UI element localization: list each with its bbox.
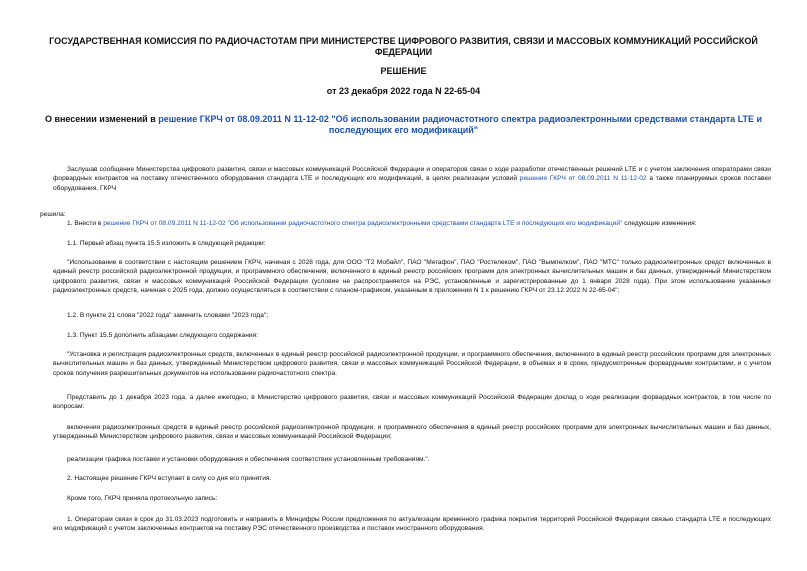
- document-date-number: от 23 декабря 2022 года N 22-65-04: [326, 86, 481, 96]
- item-1-1-paragraph: 1.1. Первый абзац пункта 15.5 изложить в следующей редакции:: [67, 240, 266, 247]
- item-15-5-addition-3: включения радиоэлектронных средств в единый реестр российской радиоэлектронной продукции, и программного обеспечения в единый реестр российских программ для электронных вычислительных машин и баз данных, утвержденный Министерством цифрового развития, связи и массовых коммуникаций Российской Федерации;: [53, 424, 771, 441]
- item-1-text: 1. Внести в: [67, 220, 104, 227]
- item-15-5-addition-4: реализации графика поставки и установки оборудования и обеспечения соответствия установленным требованиям.".: [67, 456, 430, 463]
- item-15-5-addition-1: "Установка и регистрация радиоэлектронных средств, включенных в единый реестр российской радиоэлектронной продукции, и программного обеспечения, включенного в единый реестр российских программ для электронных вычислительных машин и баз данных, утвержденный Министерством цифрового развития, связи и массовых коммуникаций Российской Федерации, в объемах и в сроки, предусмотренные форвардными контрактами, и с учетом сроков получения разрешительных документов на использование радиочастотного спектра.: [53, 351, 771, 377]
- document-type: РЕШЕНИЕ: [380, 66, 427, 76]
- issuing-authority: ГОСУДАРСТВЕННАЯ КОМИССИЯ ПО РАДИОЧАСТОТАМ ПРИ МИНИСТЕРСТВЕ ЦИФРОВОГО РАЗВИТИЯ, СВЯЗИ И МАССОВЫХ КОММУНИКАЦИЙ РОССИЙСКОЙ ФЕДЕРАЦИИ: [49, 36, 758, 57]
- resolved-label: решила:: [40, 211, 66, 218]
- title-prefix: О внесении изменений в: [44, 114, 159, 124]
- item-2-paragraph: 2. Настоящее решение ГКРЧ вступает в силу со дня его принятия.: [67, 475, 272, 482]
- item-1-3-paragraph: 1.3. Пункт 15.5 дополнить абзацами следующего содержания:: [67, 332, 258, 339]
- item-1-text-end: следующие изменения:: [622, 220, 697, 227]
- item-15-5-new-text: "Использование в соответствии с настоящим решением ГКРЧ, начиная с 2028 года, для ООО "Т2 Мобайл", ПАО "Мегафон", ПАО "Ростелеком", ПАО "Вымпелком", ПАО "МТС" только радиоэлектронных средст включенных в единый реестр российской радиоэлектронной продукции, и программного обеспечения, включенного в единый реестр российских программ для электронных вычислительных машин и баз данных, утвержденный Министерством цифрового развития, связи и массовых коммуникаций Российской Федерации (условие не распространяется на РЭС, установленные и зарегистрированные до 1 января 2028 года). При этом использование указанных радиоэлектронных средств, начиная с 2025 года, должно осуществляться в соответствии с планом-графиком, указанным в приложении N 1 к решению ГКРЧ от 23.12.2022 N 22-65-04";: [53, 259, 771, 295]
- preamble-link[interactable]: решения ГКРЧ от 08.09.2011 N 11-12-02: [519, 175, 647, 183]
- preamble-text: Заслушав сообщение Министерства цифрового развития, связи и массовых коммуникаций Российской Федерации и операторов связи о ходе разработки отечественных решений LTE и с учетом заключения операторами связи форвардных контрактов на поставку отечественного оборудования стандарта LTE и последующих его модификаций, в целях реализации условий: [53, 166, 771, 183]
- item-1-2-paragraph: 1.2. В пункте 21 слова "2022 года" заменить словами "2023 года";: [67, 312, 269, 319]
- preamble-text-end: а также планируемых сроков поставки оборудования, ГКРЧ: [53, 175, 771, 192]
- item-15-5-addition-2: Представить до 1 декабря 2023 года, а далее ежегодно, в Министерство цифрового развития, связи и массовых коммуникаций Российской Федерации доклад о ходе реализации форвардных контрактов, в том числе по вопросам:: [53, 394, 771, 411]
- document-title: [40, 114, 767, 136]
- preamble-paragraph: [53, 165, 771, 193]
- protocol-note-intro: Кроме того, ГКРЧ приняла протокольную запись:: [67, 495, 218, 502]
- item-1-link[interactable]: решение ГКРЧ от 08.09.2011 N 11-12-02 "Об использовании радиочастотного спектра радиоэлектронными средствами стандарта LTE и последующих его модификаций": [103, 220, 623, 227]
- title-link[interactable]: решение ГКРЧ от 08.09.2011 N 11-12-02 "Об использовании радиочастотного спектра радиоэлектронными средствами стандарта LTE и последующих его модификаций": [158, 114, 763, 135]
- protocol-note-item-1: 1. Операторам связи в срок до 31.03.2023 подготовить и направить в Минцифры России предложения по актуализации временного графика покрытия территорий Российской Федерации связью стандарта LTE и последующих его модификаций с учетом заключенных контрактов на поставку РЭС отечественного производства и поставок иностранного оборудования.: [53, 516, 771, 533]
- item-1-paragraph: [53, 219, 771, 228]
